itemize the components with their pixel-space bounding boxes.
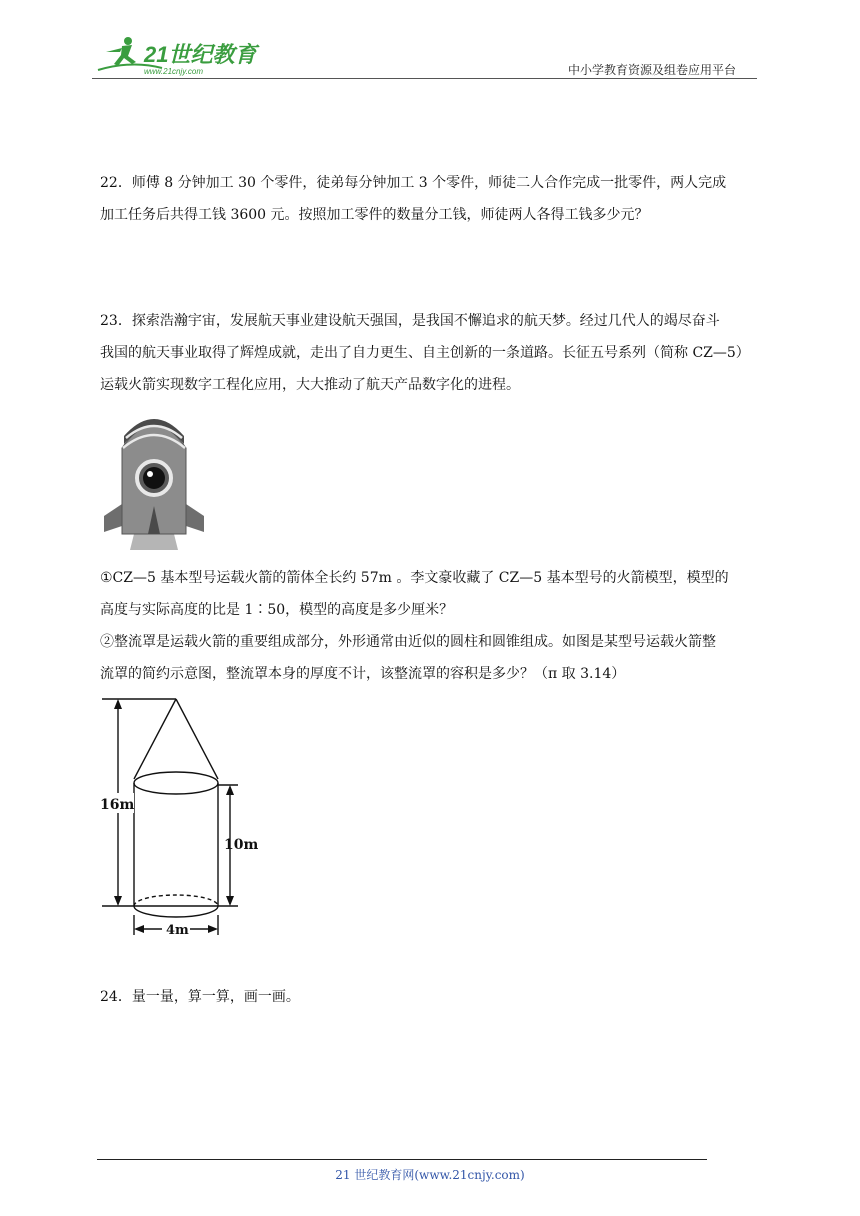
- logo-text: 21世纪教育: [144, 42, 257, 67]
- fairing-figure: [96, 693, 266, 941]
- logo-graphic: [92, 30, 262, 80]
- footer-link[interactable]: 21 世纪教育网(www.21cnjy.com): [335, 1168, 525, 1182]
- label-diameter: 4m: [166, 923, 189, 938]
- rocket-icon: [100, 408, 208, 550]
- header-divider: [92, 78, 757, 79]
- question-23-line: 23．探索浩瀚宇宙，发展航天事业建设航天强国，是我国不懈追求的航天梦。经过几代人的竭尽奋斗: [100, 313, 720, 329]
- question-24: 24．量一量，算一算，画一画。: [100, 989, 300, 1005]
- label-total-height: 16m: [100, 797, 135, 813]
- question-23-subparts: [100, 562, 768, 690]
- question-23-intro: [100, 305, 768, 401]
- question-23-line: 我国的航天事业取得了辉煌成就，走出了自力更生、自主创新的一条道路。长征五号系列（简称 CZ—5）: [100, 345, 750, 361]
- footer-divider: [97, 1159, 707, 1160]
- logo-url: www.21cnjy.com: [144, 67, 203, 76]
- fairing-diagram: [96, 693, 266, 941]
- question-23-sub-line: ①CZ—5 基本型号运载火箭的箭体全长约 57m 。李文豪收藏了 CZ—5 基本型号的火箭模型，模型的: [100, 570, 729, 586]
- label-cylinder-height: 10m: [224, 837, 259, 853]
- question-22: [100, 167, 768, 231]
- question-23-sub-line: ②整流罩是运载火箭的重要组成部分，外形通常由近似的圆柱和圆锥组成。如图是某型号运载火箭整: [100, 634, 716, 650]
- rocket-illustration: [100, 408, 208, 550]
- header-platform-text: 中小学教育资源及组卷应用平台: [568, 63, 737, 77]
- question-22-line: 加工任务后共得工钱 3600 元。按照加工零件的数量分工钱，师徒两人各得工钱多少元？: [100, 207, 649, 223]
- question-23-sub-line: 流罩的简约示意图，整流罩本身的厚度不计，该整流罩的容积是多少？（π 取 3.14）: [100, 666, 626, 682]
- question-23-line: 运载火箭实现数字工程化应用，大大推动了航天产品数字化的进程。: [100, 377, 520, 393]
- question-23-sub-line: 高度与实际高度的比是 1∶50，模型的高度是多少厘米？: [100, 602, 454, 618]
- site-logo: [92, 30, 262, 80]
- question-22-line: 22．师傅 8 分钟加工 30 个零件，徒弟每分钟加工 3 个零件，师徒二人合作完成一批零件，两人完成: [100, 175, 727, 191]
